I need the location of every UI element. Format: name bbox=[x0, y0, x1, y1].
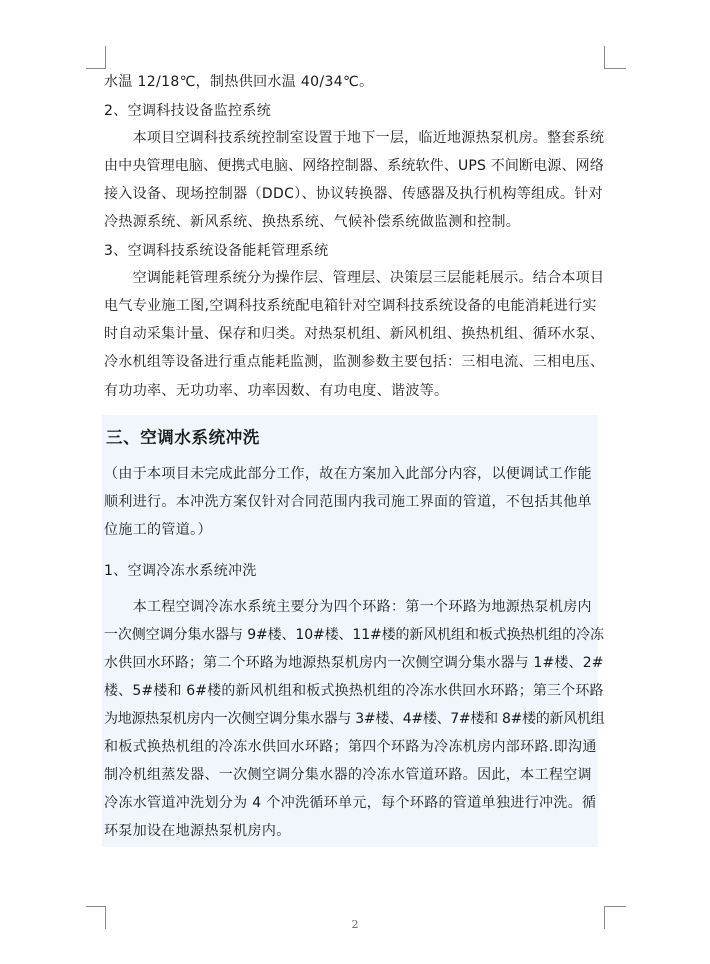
section-heading: 三、空调水系统冲洗 bbox=[106, 428, 260, 447]
subheading: 1、空调冷冻水系统冲洗 bbox=[104, 563, 257, 579]
text-line: 3、空调科技系统设备能耗管理系统 bbox=[104, 243, 329, 259]
text-line: 为地源热泵机房内一次侧空调分集水器与 3#楼、4#楼、7#楼和 8#楼的新风机组 bbox=[104, 711, 605, 727]
text-line: 2、空调科技设备监控系统 bbox=[104, 103, 272, 119]
text-line: 水温 12/18℃，制热供回水温 40/34℃。 bbox=[104, 74, 374, 90]
text-line: 接入设备、现场控制器（DDC）、协议转换器、传感器及执行机构等组成。针对 bbox=[104, 186, 603, 202]
text-line: 一次侧空调分集水器与 9#楼、10#楼、11#楼的新风机组和板式换热机组的冷冻 bbox=[104, 627, 604, 643]
text-line: 水供回水环路；第二个环路为地源热泵机房内一次侧空调分集水器与 1#楼、2# bbox=[104, 655, 604, 671]
text-line: 有功功率、无功功率、功率因数、有功电度、谐波等。 bbox=[104, 383, 449, 399]
text-line: 冷水机组等设备进行重点能耗监测，监测参数主要包括：三相电流、三相电压、 bbox=[104, 354, 605, 370]
text-line: 时自动采集计量、保存和归类。对热泵机组、新风机组、换热机组、循环水泵、 bbox=[104, 326, 605, 342]
page-number: 2 bbox=[351, 918, 359, 931]
text-line: 本项目空调科技系统控制室设置于地下一层，临近地源热泵机房。整套系统 bbox=[104, 130, 605, 146]
text-line: 和板式换热机组的冷冻水供回水环路；第四个环路为冷冻机房内部环路.即沟通 bbox=[104, 739, 597, 755]
text-line: 制冷机组蒸发器、一次侧空调分集水器的冷冻水管道环路。因此，本工程空调 bbox=[104, 767, 592, 783]
text-line: 空调能耗管理系统分为操作层、管理层、决策层三层能耗展示。结合本项目 bbox=[104, 270, 605, 286]
text-line: 本工程空调冷冻水系统主要分为四个环路：第一个环路为地源热泵机房内 bbox=[104, 599, 592, 615]
text-line: （由于本项目未完成此部分工作，故在方案加入此部分内容，以便调试工作能 bbox=[104, 466, 592, 482]
text-line: 冷冻水管道冲洗划分为 4 个冲洗循环单元，每个环路的管道单独进行冲洗。循 bbox=[104, 795, 597, 811]
text-line: 冷热源系统、新风系统、换热系统、气候补偿系统做监测和控制。 bbox=[104, 214, 521, 230]
text-line: 电气专业施工图,空调科技系统配电箱针对空调科技系统设备的电能消耗进行实 bbox=[104, 298, 597, 314]
text-line: 楼、5#楼和 6#楼的新风机组和板式换热机组的冷冻水供回水环路；第三个环路 bbox=[104, 683, 604, 699]
text-line: 顺利进行。本冲洗方案仅针对合同范围内我司施工界面的管道，不包括其他单 bbox=[104, 494, 592, 510]
text-line: 位施工的管道。） bbox=[104, 522, 212, 538]
text-line: 环泵加设在地源热泵机房内。 bbox=[104, 823, 291, 839]
text-line: 由中央管理电脑、便携式电脑、网络控制器、系统软件、UPS 不间断电源、网络 bbox=[104, 158, 604, 174]
